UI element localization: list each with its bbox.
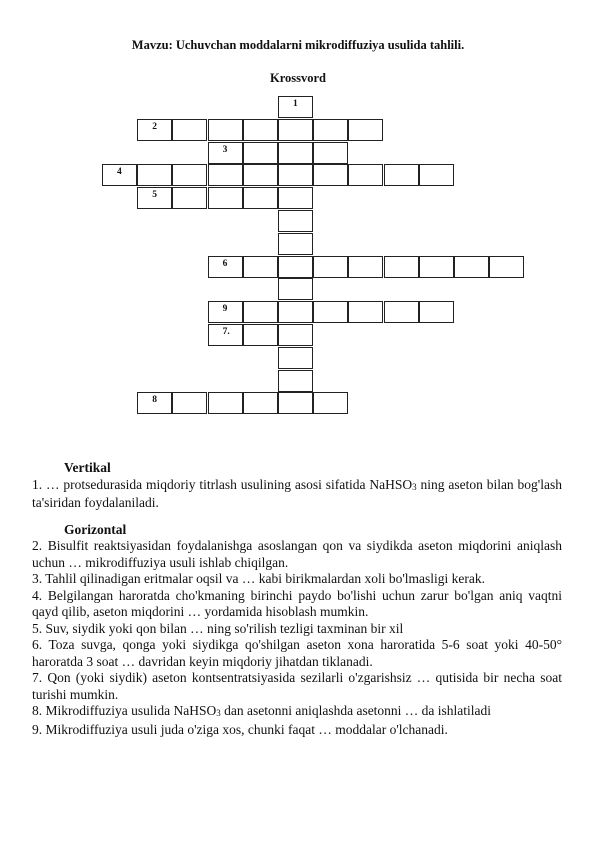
clue-2: 2. Bisulfit reaktsiyasidan foydalanishga asoslangan qon va siydikda aseton miqdorini aniqlash uchun … mikrodiffuziya usuli ishlab chiqilgan. [32, 538, 562, 570]
crossword-cell[interactable] [243, 256, 278, 278]
crossword-cell[interactable] [278, 392, 313, 414]
clue-number: 6 [222, 258, 228, 269]
crossword-cell[interactable] [278, 164, 313, 186]
crossword-cell[interactable] [208, 392, 243, 414]
crossword-cell[interactable] [278, 324, 313, 346]
crossword-cell[interactable] [172, 392, 207, 414]
crossword-cell[interactable] [348, 256, 383, 278]
clue-4: 4. Belgilangan haroratda cho'kmaning birinchi paydo bo'lishi uchun zarur bo'lgan aniq vaqtni qayd qilib, aseton miqdorini … yordamida hisoblash mumkin. [32, 587, 562, 619]
crossword-cell[interactable] [243, 392, 278, 414]
crossword-cell[interactable] [313, 142, 348, 164]
crossword-cell[interactable] [278, 187, 313, 209]
crossword-cell[interactable] [313, 119, 348, 141]
crossword-cell[interactable] [419, 164, 454, 186]
crossword-cell[interactable] [278, 347, 313, 369]
horizontal-heading: Gorizontal [64, 521, 127, 537]
crossword-cell[interactable] [384, 301, 419, 323]
crossword-cell[interactable] [278, 301, 313, 323]
crossword-cell[interactable] [208, 324, 243, 346]
clue-number: 2 [152, 121, 157, 132]
crossword-cell[interactable] [172, 119, 207, 141]
crossword-cell[interactable] [172, 164, 207, 186]
crossword-cell[interactable] [172, 187, 207, 209]
crossword-cell[interactable] [313, 392, 348, 414]
crossword-cell[interactable] [137, 392, 172, 414]
crossword-cell[interactable] [137, 164, 172, 186]
clue-number: 9 [222, 304, 228, 315]
crossword-cell[interactable] [313, 301, 348, 323]
clue-5: 5. Suv, siydik yoki qon bilan … ning so'rilish tezligi taxminan bir xil [32, 620, 404, 636]
crossword-cell[interactable] [137, 187, 172, 209]
crossword-cell[interactable] [278, 233, 313, 255]
crossword-cell[interactable] [208, 142, 243, 164]
clue-number: 5 [152, 190, 157, 201]
crossword-cell[interactable] [348, 119, 383, 141]
clue-number: 3 [222, 144, 228, 155]
clues-section [32, 460, 562, 738]
crossword-cell[interactable] [278, 210, 313, 232]
crossword-cell[interactable] [208, 164, 243, 186]
crossword-cell[interactable] [313, 256, 348, 278]
crossword-cell[interactable] [243, 324, 278, 346]
clue-number: 4 [117, 167, 122, 178]
crossword-cell[interactable] [243, 119, 278, 141]
crossword-cell[interactable] [419, 256, 454, 278]
crossword-cell[interactable] [102, 164, 137, 186]
crossword-cell[interactable] [208, 256, 243, 278]
crossword-cell[interactable] [137, 119, 172, 141]
clue-3: 3. Tahlil qilinadigan eritmalar oqsil va … kabi birikmalardan xoli bo'lmasligi kerak. [32, 571, 486, 586]
crossword-cell[interactable] [348, 301, 383, 323]
crossword-cell[interactable] [278, 278, 313, 300]
crossword-cell[interactable] [243, 187, 278, 209]
clue-8: 8. Mikrodiffuziya usulida NaHSO3 dan asetonni aniqlashda asetonni … da ishlatiladi [32, 703, 492, 718]
crossword-cell[interactable] [313, 164, 348, 186]
page-title: Mavzu: Uchuvchan moddalarni mikrodiffuziya usulida tahlili. [131, 38, 465, 52]
crossword-cell[interactable] [243, 301, 278, 323]
crossword-cell[interactable] [278, 96, 313, 118]
clue-number: 1 [293, 99, 298, 109]
crossword-cell[interactable] [384, 256, 419, 278]
vertical-heading: Vertikal [64, 460, 111, 475]
crossword-heading: Krossvord [269, 71, 327, 85]
crossword-cell[interactable] [208, 187, 243, 209]
crossword-cell[interactable] [243, 164, 278, 186]
crossword-cell[interactable] [348, 164, 383, 186]
crossword-cell[interactable] [208, 119, 243, 141]
crossword-cell[interactable] [278, 256, 313, 278]
crossword-cell[interactable] [384, 164, 419, 186]
crossword-cell[interactable] [243, 142, 278, 164]
clue-9: 9. Mikrodiffuziya usuli juda o'ziga xos, chunki faqat … moddalar o'lchanadi. [32, 721, 448, 737]
crossword-cell[interactable] [454, 256, 489, 278]
crossword-cell[interactable] [419, 301, 454, 323]
crossword-cell[interactable] [278, 370, 313, 392]
clue-6: 6. Toza suvga, qonga yoki siydikga qo'shilgan aseton xona haroratida 5-6 soat yoki 40-50° haroratda 3 soat … davridan keyin miqdoriy jihatdan tiklanadi. [32, 637, 562, 669]
crossword-cell[interactable] [278, 142, 313, 164]
crossword-cell[interactable] [489, 256, 524, 278]
crossword-cell[interactable] [208, 301, 243, 323]
clue-number: 7. [222, 327, 230, 337]
clue-number: 8 [152, 395, 157, 406]
clue-1: 1. … protsedurasida miqdoriy titrlash usulining asosi sifatida NaHSO3 ning aseton bilan bog'lash ta'siridan foydalaniladi. [32, 476, 562, 510]
crossword-cell[interactable] [278, 119, 313, 141]
clue-7: 7. Qon (yoki siydik) aseton kontsentratsiyasida sezilarli o'zgarishsiz … qutisida bir necha soat turishi mumkin. [32, 670, 562, 702]
